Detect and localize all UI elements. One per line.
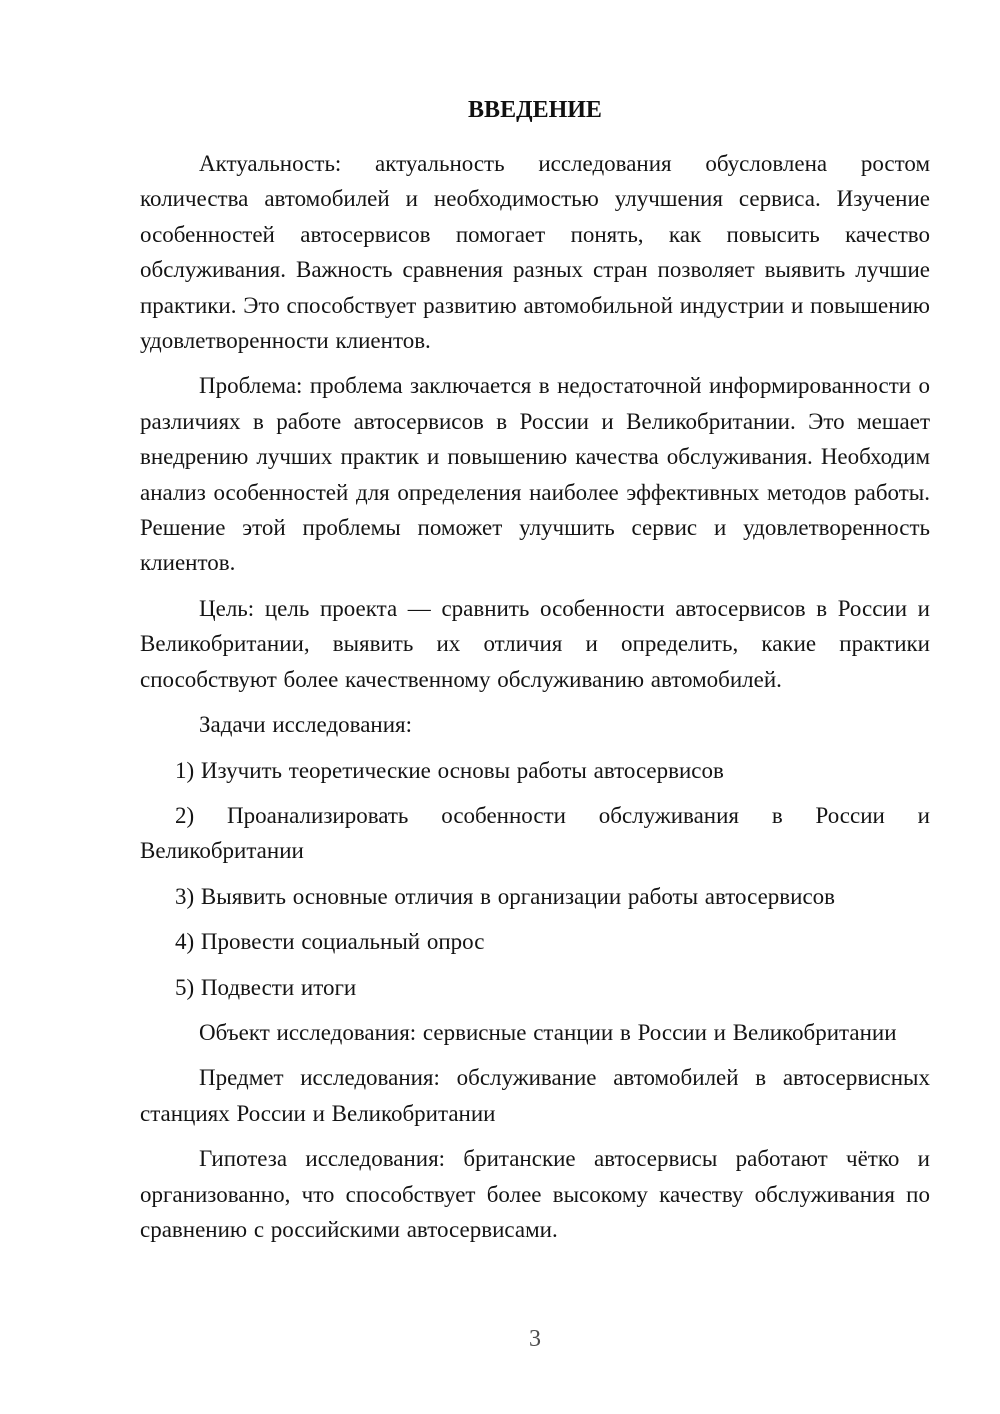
task-item-5: 5) Подвести итоги: [175, 974, 357, 1000]
task-item-3: 3) Выявить основные отличия в организации работы автосервисов: [175, 883, 836, 909]
tasks-heading: Задачи исследования:: [199, 712, 413, 738]
task-item-1: 1) Изучить теоретические основы работы автосервисов: [175, 757, 724, 783]
paragraph-problem: Проблема: проблема заключается в недостаточной информированности о различиях в работе автосервисов в России и Великобритании. Это мешает внедрению лучших практик и повышению качества обслуживания. Необходим анализ особенностей для определения наиболее эффективных методов работы. Решение этой проблемы поможет улучшить сервис и удовлетворенность клиентов.: [140, 373, 930, 576]
task-item-4: 4) Провести социальный опрос: [175, 929, 485, 955]
paragraph-goal: Цель: цель проекта — сравнить особенности автосервисов в России и Великобритании, выявить их отличия и определить, какие практики способствуют более качественному обслуживанию автомобилей.: [140, 595, 930, 692]
document-page: [140, 93, 930, 1257]
paragraph-subject: Предмет исследования: обслуживание автомобилей в автосервисных станциях России и Великобритании: [140, 1065, 930, 1126]
page-number: 3: [529, 1326, 541, 1352]
page-title: ВВЕДЕНИЕ: [468, 97, 602, 123]
paragraph-actuality: Актуальность: актуальность исследования обусловлена ростом количества автомобилей и необходимостью улучшения сервиса. Изучение особенностей автосервисов помогает понять, как повысить качество обслуживания. Важность сравнения разных стран позволяет выявить лучшие практики. Это способствует развитию автомобильной индустрии и повышению удовлетворенности клиентов.: [140, 151, 930, 354]
paragraph-hypothesis: Гипотеза исследования: британские автосервисы работают чётко и организованно, что способствует более высокому качеству обслуживания по сравнению с российскими автосервисами.: [140, 1146, 930, 1242]
paragraph-object: Объект исследования: сервисные станции в России и Великобритании: [199, 1019, 897, 1045]
task-item-2: 2) Проанализировать особенности обслуживания в России и Великобритании: [140, 802, 930, 864]
